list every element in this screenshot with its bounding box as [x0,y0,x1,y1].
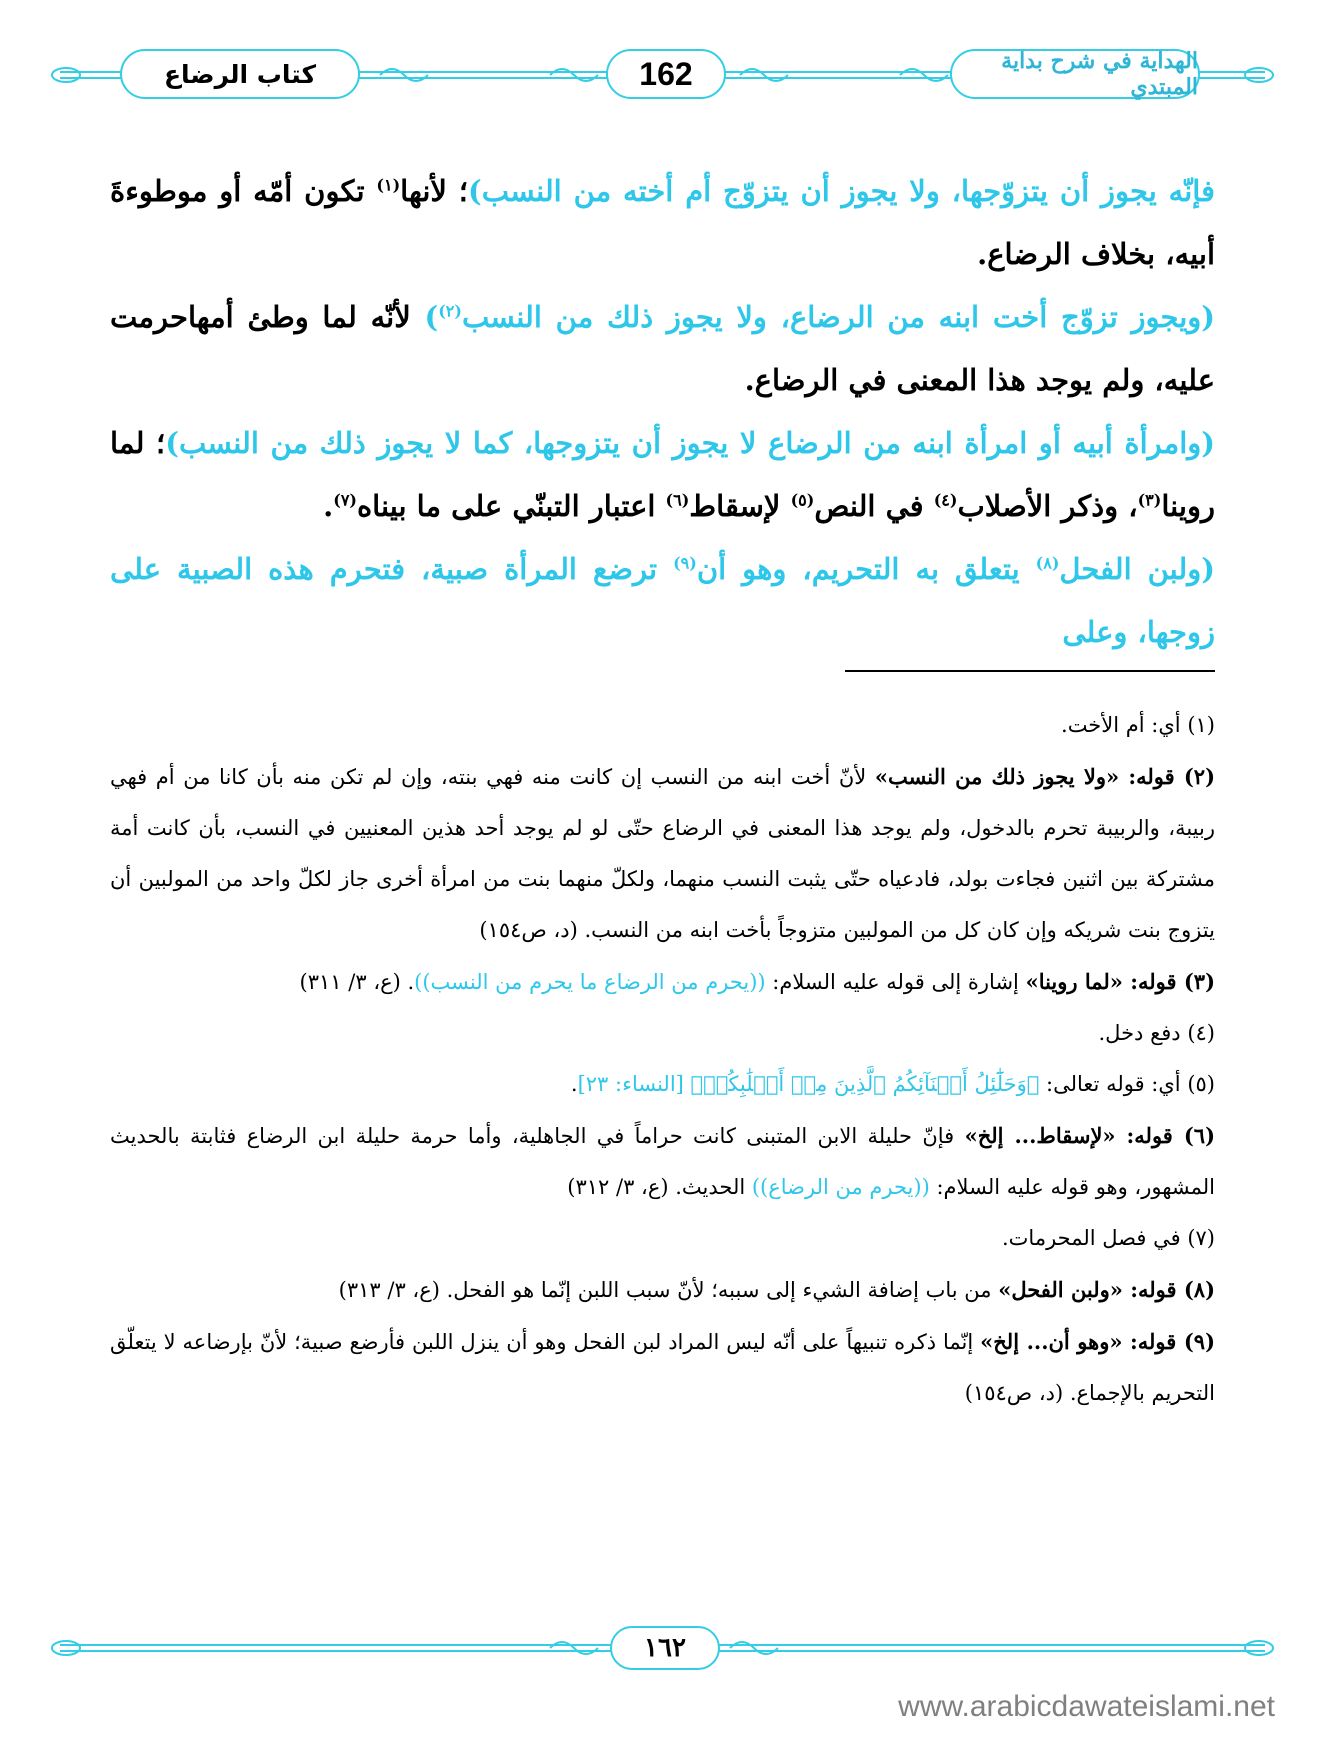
quran-verse: ﴿وَحَلَٰٓئِلُ أَبۡنَآئِكُمُ ٱلَّذِينَ مِنۡ أَصۡلَٰبِكُمۡ﴾ [النساء: ٢٣] [577,1072,1040,1096]
chapter-title: كتاب الرضاع [120,49,360,99]
hadith-quote: ((يحرم من الرضاع ما يحرم من النسب)) [414,970,766,994]
paragraph-2 [110,286,1215,412]
footnote-3 [110,956,1215,1008]
footnote-label: (٥) أي: قوله تعالى: [1039,1072,1215,1096]
footnote-text: إنّما ذكره تنبيهاً على أنّه ليس المراد لبن الفحل وهو أن ينزل اللبن فأرضع صبية؛ لأنّ بإرضاعه لا يتعلّق التحريم بالإجماع. (د، ص١٥٤) [110,1330,1215,1405]
footer-page-number: ١٦٢ [610,1626,720,1670]
footnote-ref[interactable]: (١) [376,175,401,195]
footnote-6 [110,1110,1215,1213]
matn-text: ترضع المرأة صبية، فتحرم هذه الصبية على زوجها، وعلى [110,552,1215,649]
website-url[interactable]: www.arabicdawateislami.net [898,1690,1275,1723]
paragraph-1 [110,160,1215,286]
footnote-5 [110,1059,1215,1110]
footnote-text: . [570,1072,578,1096]
page-number: 162 [606,49,726,99]
footnote-text: من باب إضافة الشيء إلى سببه؛ لأنّ سبب اللبن إنّما هو الفحل. (ع، ٣/ ٣١٣) [338,1278,999,1302]
page-footer [50,1620,1275,1676]
footnote-ref[interactable]: (٥) [790,490,815,510]
footnote-7: (٧) في فصل المحرمات. [1001,1226,1215,1250]
book-title: الهداية في شرح بداية المبتدي [950,49,1200,99]
footnote-label: (٦) قوله: «لإسقاط... إلخ» [964,1123,1215,1148]
matn-text: (ويجوز تزوّج أخت ابنه من الرضاع، ولا يجوز ذلك من النسب [461,300,1216,334]
footnote-label: (٢) قوله: «ولا يجوز ذلك من النسب» [874,764,1215,789]
footnote-8 [110,1264,1215,1316]
sharh-text: تكون أمّه أو موطوءةَ أبيه، بخلاف الرضاع. [110,174,1215,271]
page-header [50,44,1275,106]
footnote-ref[interactable]: (٨) [1035,553,1060,573]
matn-text: (وامرأة أبيه أو امرأة ابنه من الرضاع لا يجوز أن يتزوجها، كما لا يجوز ذلك من النسب) [165,426,1215,460]
main-text [110,160,1215,664]
footnote-ref[interactable]: (٤) [933,490,958,510]
footnote-ref[interactable]: (٣) [1137,490,1162,510]
matn-text: (ولبن الفحل [1059,552,1215,586]
footnote-separator [845,670,1215,672]
sharh-text: ؛ لما روينا [110,426,1215,523]
matn-text: فإنّه يجوز أن يتزوّجها، ولا يجوز أن يتزوّج أم أخته من النسب) [468,174,1215,208]
footnote-2 [110,751,1215,956]
matn-text: يتعلق به التحريم، وهو أن [696,552,1036,586]
sharh-text: . [323,489,334,523]
footnote-text: إشارة إلى قوله عليه السلام: [765,970,1026,994]
footnote-label: (٩) قوله: «وهو أن... إلخ» [980,1329,1215,1354]
footnotes [110,700,1215,1419]
paragraph-4 [110,538,1215,664]
sharh-text: لأنّه لما وطئ أمهاحرمت عليه، ولم يوجد هذا المعنى في الرضاع. [110,300,1215,397]
footnote-ref[interactable]: (٦) [665,490,690,510]
footnote-text: فإنّ حليلة الابن المتبنى كانت حراماً في الجاهلية، وأما حرمة حليلة ابن الرضاع فثابتة بالحديث المشهور، وهو قوله عليه السلام: [110,1124,1215,1199]
footnote-9 [110,1316,1215,1419]
footnote-text: لأنّ أخت ابنه من النسب إن كانت منه فهي بنته، وإن لم تكن منه بأن كانا من أم فهي ربيبة، والربيبة تحرم بالدخول، ولم يوجد هذا المعنى في الرضاع حتّى لو لم يوجد أحد هذين المعنيين في النسب، بأن كانت أمة مشتركة بين اثنين فجاءت بولد، فادعياه حتّى يثبت النسب منهما، ولكلّ منهما بنت من امرأة أخرى جاز لكلّ واحد من المولبين أن يتزوج بنت شريكه وإن كان كل من المولبين متزوجاً بأخت ابنه من النسب. (د، ص١٥٤) [110,765,1215,942]
footnote-ref[interactable]: (٩) [673,553,697,573]
sharh-text: ، وذكر الأصلاب [957,489,1138,523]
footnote-ref[interactable]: (٧) [333,490,357,510]
footnote-label: (٣) قوله: «لما روينا» [1025,969,1215,994]
sharh-text: لإسقاط [689,489,791,523]
paragraph-3 [110,412,1215,538]
footnote-1: (١) أي: أم الأخت. [1061,713,1215,737]
matn-text: ) [424,300,439,334]
footnote-ref[interactable]: (٢) [438,301,462,321]
footnote-ref-text: . (ع، ٣/ ٣١١) [299,970,415,994]
sharh-text: ؛ لأنها [400,174,469,208]
footnote-label: (٨) قوله: «ولبن الفحل» [998,1277,1215,1302]
sharh-text: اعتبار التبنّي على ما بيناه [356,489,666,523]
footnote-4: (٤) دفع دخل. [1098,1021,1215,1045]
sharh-text: في النص [814,489,934,523]
hadith-quote: ((يحرم من الرضاع)) [751,1175,930,1199]
footnote-ref-text: الحديث. (ع، ٣/ ٣١٢) [567,1175,752,1199]
